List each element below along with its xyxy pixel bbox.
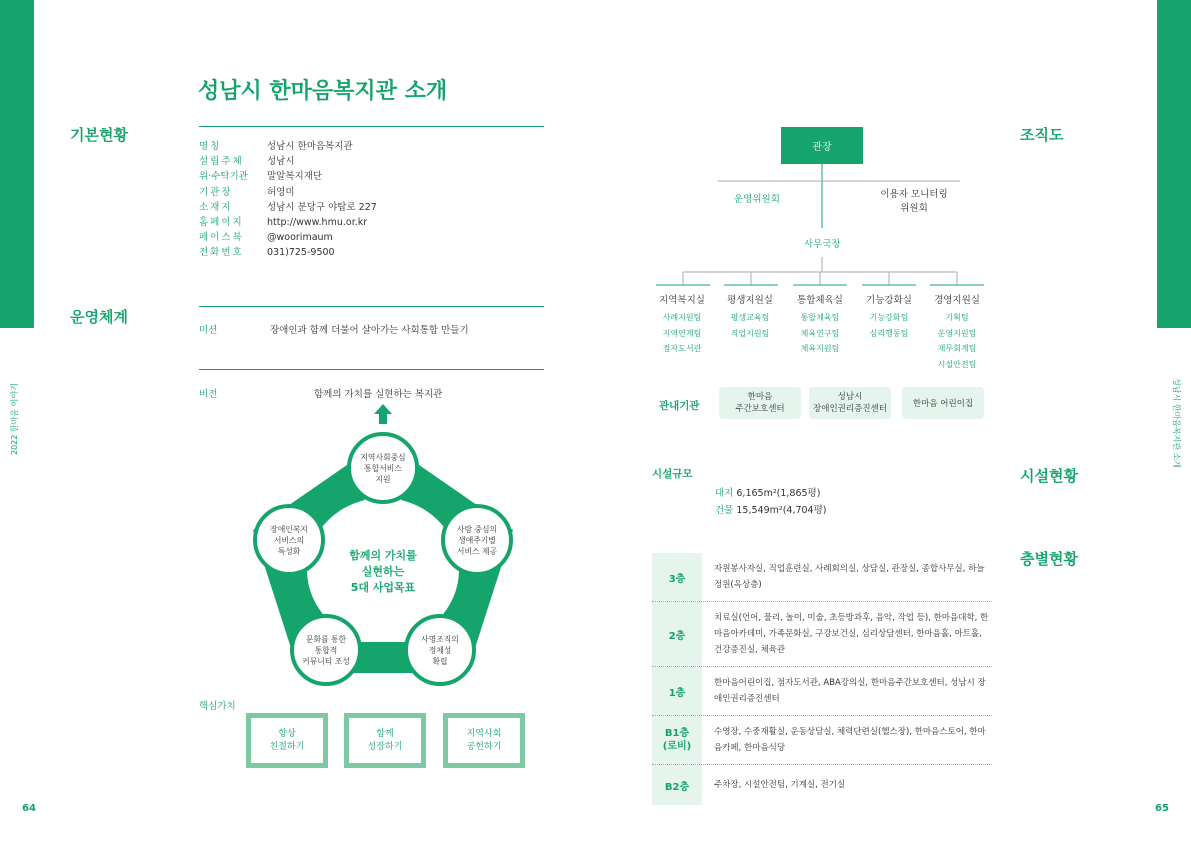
section-operation-heading: 운영체계 — [70, 308, 128, 326]
floor-desc-text: 자원봉사자실, 직업훈련실, 사례회의실, 상담실, 관장실, 종합사무실, 하늘정원(옥상층) — [714, 564, 985, 590]
info-row — [199, 185, 544, 200]
page-number-right: 65 — [1155, 803, 1169, 814]
team-item: 통합체육팀 — [800, 313, 840, 322]
core-value-line: 지역사회 — [466, 728, 502, 739]
org-department — [716, 292, 784, 341]
goal-center-text — [323, 542, 443, 602]
info-label: 위·수탁기관 — [199, 171, 248, 183]
right-side-label: 성남시 한마음복지관 소개 — [1172, 378, 1181, 469]
info-label: 홈페이지 — [199, 217, 244, 229]
goal-line: 지역사회중심 — [360, 452, 406, 462]
goal-item — [348, 443, 418, 493]
floor-row — [652, 667, 992, 716]
info-value: 말알복지재단 — [267, 171, 323, 183]
floor-label — [652, 716, 702, 764]
info-label: 페이스북 — [199, 232, 244, 244]
goal-line: 정체성 — [428, 645, 452, 655]
facility-size-label: 시설규모 — [652, 468, 693, 480]
department-name: 기능강화실 — [866, 295, 912, 306]
info-row — [199, 230, 544, 245]
goal-item — [254, 515, 324, 565]
info-row — [199, 200, 544, 215]
section-basic-heading: 기본현황 — [70, 126, 128, 144]
affiliate-line: 한마음 어린이집 — [912, 399, 974, 409]
org-director-box: 관장 — [781, 127, 863, 164]
floor-row — [652, 602, 992, 667]
team-item: 체육지원팀 — [800, 344, 840, 353]
department-name: 지역복지실 — [659, 295, 705, 306]
basic-info-list — [199, 139, 544, 261]
core-value-line: 성장하기 — [367, 741, 403, 752]
goal-line: 서비스 제공 — [456, 546, 498, 556]
affiliate-line: 한마음 — [747, 392, 773, 402]
goal-line: 생애주기별 — [458, 535, 496, 545]
right-side-band — [1157, 0, 1191, 328]
floor-name: B2층 — [664, 781, 690, 793]
info-value: http://www.hmu.or.kr — [267, 217, 368, 229]
floor-desc-text: 주차장, 시설안전팀, 기계실, 전기실 — [714, 780, 846, 790]
core-value-line: 친절하기 — [269, 741, 305, 752]
floor-label — [652, 667, 702, 715]
goal-line: 커뮤니티 조성 — [302, 656, 350, 666]
affiliate-line: 성남시 — [837, 392, 863, 402]
floor-row — [652, 716, 992, 765]
org-department — [855, 292, 923, 341]
divider — [199, 126, 544, 127]
section-floors-heading: 층별현황 — [1020, 550, 1078, 568]
floor-name: B1층 — [664, 728, 690, 739]
info-row — [199, 154, 544, 169]
goal-center-line: 실현하는 — [361, 565, 405, 578]
info-label: 소재지 — [199, 201, 233, 213]
info-row — [199, 215, 544, 230]
page-title: 성남시 한마음복지관 소개 — [198, 79, 448, 104]
affiliates-label: 관내기관 — [659, 400, 700, 412]
goal-line: 지원 — [375, 474, 391, 484]
goal-line: 특성화 — [277, 546, 301, 556]
core-value-box — [443, 713, 525, 768]
goal-line: 서비스의 — [273, 535, 305, 545]
info-label: 기관장 — [199, 186, 233, 198]
goal-line: 통합서비스 — [364, 463, 402, 473]
floor-desc — [702, 553, 992, 601]
goal-line: 사명조직의 — [421, 634, 459, 644]
team-item: 점자도서관 — [662, 344, 702, 353]
team-item: 시설안전팀 — [937, 359, 977, 369]
floor-row — [652, 553, 992, 602]
divider — [199, 369, 544, 370]
team-item: 재무회계팀 — [937, 344, 977, 353]
affiliate-box — [719, 387, 801, 419]
mission-text: 장애인과 함께 더불어 살아가는 사회통합 만들기 — [270, 325, 469, 336]
team-item: 사례지원팀 — [662, 313, 702, 322]
committee-line: 위원회 — [900, 203, 928, 214]
org-committee-left: 운영위원회 — [734, 194, 780, 205]
info-row — [199, 169, 544, 184]
goal-center-line: 함께의 가치를 — [349, 549, 417, 562]
org-department — [786, 292, 854, 357]
floor-label — [652, 553, 702, 601]
goal-item — [291, 625, 361, 675]
left-side-label: 2022 한마음 이야기 — [10, 383, 19, 455]
floor-desc — [702, 602, 992, 666]
info-value: 성남시 — [267, 156, 295, 168]
org-department — [648, 292, 716, 357]
section-org-heading: 조직도 — [1020, 126, 1064, 144]
page-number-left: 64 — [22, 803, 36, 814]
info-value: 031)725-9500 — [267, 247, 335, 259]
org-department — [923, 292, 991, 372]
org-secretary: 사무국장 — [804, 239, 841, 250]
section-facility-heading: 시설현황 — [1020, 467, 1078, 485]
left-side-band — [0, 0, 34, 328]
department-name: 경영지원실 — [934, 295, 980, 306]
land-value: 6,165m²(1,865평) — [736, 488, 821, 499]
info-value: 허영미 — [267, 186, 295, 198]
facility-building — [715, 502, 826, 516]
floor-desc — [702, 716, 992, 764]
info-row — [199, 139, 544, 154]
building-label: 건물 — [715, 505, 734, 516]
info-label: 설립주체 — [199, 156, 244, 168]
info-label: 전화번호 — [199, 247, 244, 259]
mission-label: 미션 — [199, 325, 218, 336]
goal-line: 통합적 — [314, 645, 338, 655]
core-values-label: 핵심가치 — [199, 701, 236, 712]
team-item: 평생교육팀 — [730, 313, 770, 322]
core-value-line: 함께 — [376, 728, 394, 739]
floor-name: 2층 — [668, 630, 686, 642]
floor-desc-text: 수영장, 수중재활실, 운동상담실, 체력단련실(헬스장), 한마음스토어, 한마음카페, 한마음식당 — [714, 727, 986, 753]
department-name: 통합체육실 — [797, 295, 843, 306]
floor-name: (로비) — [662, 741, 692, 752]
floor-desc-text: 치료실(언어, 물리, 놀이, 미술, 초등방과후, 음악, 작업 등), 한마음대학, 한마음아카데미, 가족문화실, 구강보건실, 심리상담센터, 한마음홀, 아트홀, 건강증진실, 체육관 — [714, 613, 989, 655]
goal-center-line: 5대 사업목표 — [350, 581, 416, 594]
affiliate-box — [902, 387, 984, 419]
facility-land — [715, 485, 820, 499]
core-value-line: 공헌하기 — [466, 741, 502, 752]
floor-label — [652, 765, 702, 805]
team-item: 심리행동팀 — [869, 328, 909, 338]
vision-label: 비전 — [199, 389, 218, 400]
floor-name: 1층 — [668, 687, 686, 699]
affiliate-line: 주간보호센터 — [735, 404, 785, 414]
info-value: 성남시 분당구 야탑로 227 — [267, 201, 377, 213]
info-label: 명칭 — [199, 141, 222, 152]
goal-item — [442, 515, 512, 565]
committee-line: 이용자 모니터링 — [880, 189, 948, 200]
affiliate-line: 장애인권리증진센터 — [813, 404, 887, 414]
info-value: 성남시 한마음복지관 — [267, 141, 353, 152]
vision-text: 함께의 가치를 실현하는 복지관 — [314, 389, 443, 400]
divider — [199, 306, 544, 307]
team-item: 기능강화팀 — [869, 313, 909, 322]
floor-desc — [702, 765, 992, 805]
floor-name: 3층 — [668, 573, 686, 585]
floor-desc — [702, 667, 992, 715]
team-item: 기획팀 — [945, 313, 969, 322]
land-label: 대지 — [715, 488, 734, 499]
arrow-up-icon — [374, 404, 392, 424]
team-item: 체육연구팀 — [800, 328, 840, 338]
floor-desc-text: 한마음어린이집, 점자도서관, ABA강의실, 한마음주간보호센터, 성남시 장애인권리증진센터 — [714, 678, 986, 704]
building-value: 15,549m²(4,704평) — [736, 505, 827, 516]
goal-item — [405, 625, 475, 675]
goal-line: 사람 중심의 — [456, 524, 498, 534]
floor-row — [652, 765, 992, 805]
goal-line: 확립 — [432, 656, 448, 666]
core-value-box — [246, 713, 328, 768]
info-row — [199, 245, 544, 260]
team-item: 운영지원팀 — [937, 328, 977, 338]
goal-line: 문화를 통한 — [305, 634, 347, 644]
info-value: @woorimaum — [267, 232, 333, 244]
affiliate-box — [809, 387, 891, 419]
goal-line: 장애인복지 — [270, 524, 308, 534]
org-committee-right — [864, 188, 964, 216]
team-item: 지역연계팀 — [662, 328, 702, 338]
department-name: 평생지원실 — [727, 295, 773, 306]
floor-label — [652, 602, 702, 666]
core-value-box — [344, 713, 426, 768]
team-item: 직업지원팀 — [730, 328, 770, 338]
core-value-line: 향상 — [278, 728, 296, 739]
